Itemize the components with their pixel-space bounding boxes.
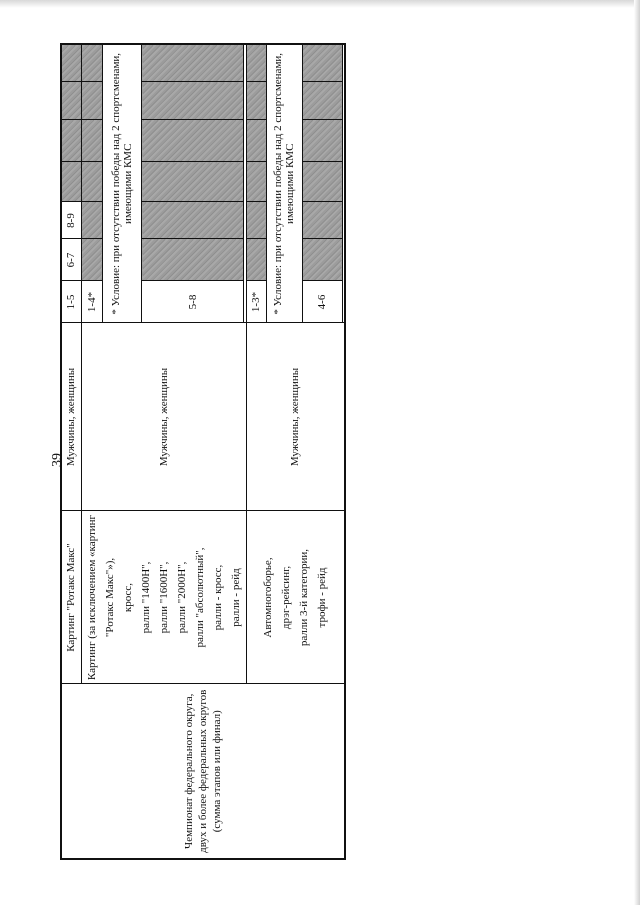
shaded-cell [142, 162, 244, 202]
discipline-karting-rotax: Картинг "Ротакс Макс" [61, 511, 81, 684]
shaded-cell [81, 82, 103, 120]
shaded-cell [142, 82, 244, 120]
shaded-cell [81, 162, 103, 202]
shaded-cell [302, 202, 342, 239]
places-b-row3: 4-6 [302, 281, 342, 323]
spacer [344, 44, 345, 323]
shaded-cell [302, 82, 342, 120]
shaded-cell [302, 120, 342, 162]
qualification-table [60, 43, 346, 860]
scan-edge-right [634, 0, 640, 905]
shaded-cell [81, 202, 103, 239]
shaded-cell [246, 202, 266, 239]
shaded-cell [246, 162, 266, 202]
places-header-3: 8-9 [61, 202, 81, 239]
discipline-block-3 [246, 511, 345, 684]
scan-edge-top [0, 0, 640, 8]
page-number: 39 [50, 453, 65, 467]
shaded-cell [61, 82, 81, 120]
discipline-item: ралли - кросс, [211, 564, 224, 631]
shaded-cell [142, 120, 244, 162]
discipline-item: дрэг-рейсинг, [280, 565, 293, 630]
shaded-cell [246, 82, 266, 120]
shaded-cell [302, 162, 342, 202]
shaded-cell [142, 44, 244, 82]
group-row2: Мужчины, женщины [81, 323, 246, 511]
shaded-cell [81, 239, 103, 281]
places-header-2: 6-7 [61, 239, 81, 281]
discipline-item: ралли "2000Н", [175, 561, 188, 634]
discipline-item: ралли - рейд [229, 568, 242, 627]
discipline-item: ралли "1400Н", [139, 561, 152, 634]
places-a-row2: 1-4* [81, 281, 103, 323]
group-row1: Мужчины, женщины [61, 323, 81, 511]
discipline-item: ралли 3-й категории, [298, 548, 311, 647]
places-header-1: 1-5 [61, 281, 81, 323]
shaded-cell [61, 44, 81, 82]
discipline-item: трофи - рейд [316, 567, 329, 628]
shaded-cell [246, 120, 266, 162]
rotated-table-container [60, 45, 333, 860]
shaded-cell [81, 44, 103, 82]
discipline-item: Картинг (за исключением «картинг "Ротакс Макс"»), [85, 514, 116, 681]
discipline-item: Автомногоборье, [262, 557, 275, 638]
group-row3: Мужчины, женщины [246, 323, 345, 511]
shaded-cell [142, 239, 244, 281]
condition-row2: * Условие: при отсутствии победы над 2 спортсменами, имеющими КМС [103, 44, 142, 323]
shaded-cell [246, 44, 266, 82]
shaded-cell [302, 239, 342, 281]
places-b-row2: 5-8 [142, 281, 244, 323]
championship-cell: Чемпионат федерального округа, двух и более федеральных округов (сумма этапов или финал) [61, 684, 345, 859]
condition-row3: * Условие: при отсутствии победы над 2 спортсменами, имеющими КМС [266, 44, 302, 323]
shaded-cell [61, 120, 81, 162]
shaded-cell [61, 162, 81, 202]
discipline-item: кросс, [121, 582, 134, 613]
shaded-cell [81, 120, 103, 162]
shaded-cell [302, 44, 342, 82]
discipline-item: ралли "1600Н", [157, 561, 170, 634]
discipline-item: ралли "абсолютный", [193, 547, 206, 648]
places-a-row3: 1-3* [246, 281, 266, 323]
discipline-block-2 [81, 511, 246, 684]
shaded-cell [246, 239, 266, 281]
shaded-cell [142, 202, 244, 239]
